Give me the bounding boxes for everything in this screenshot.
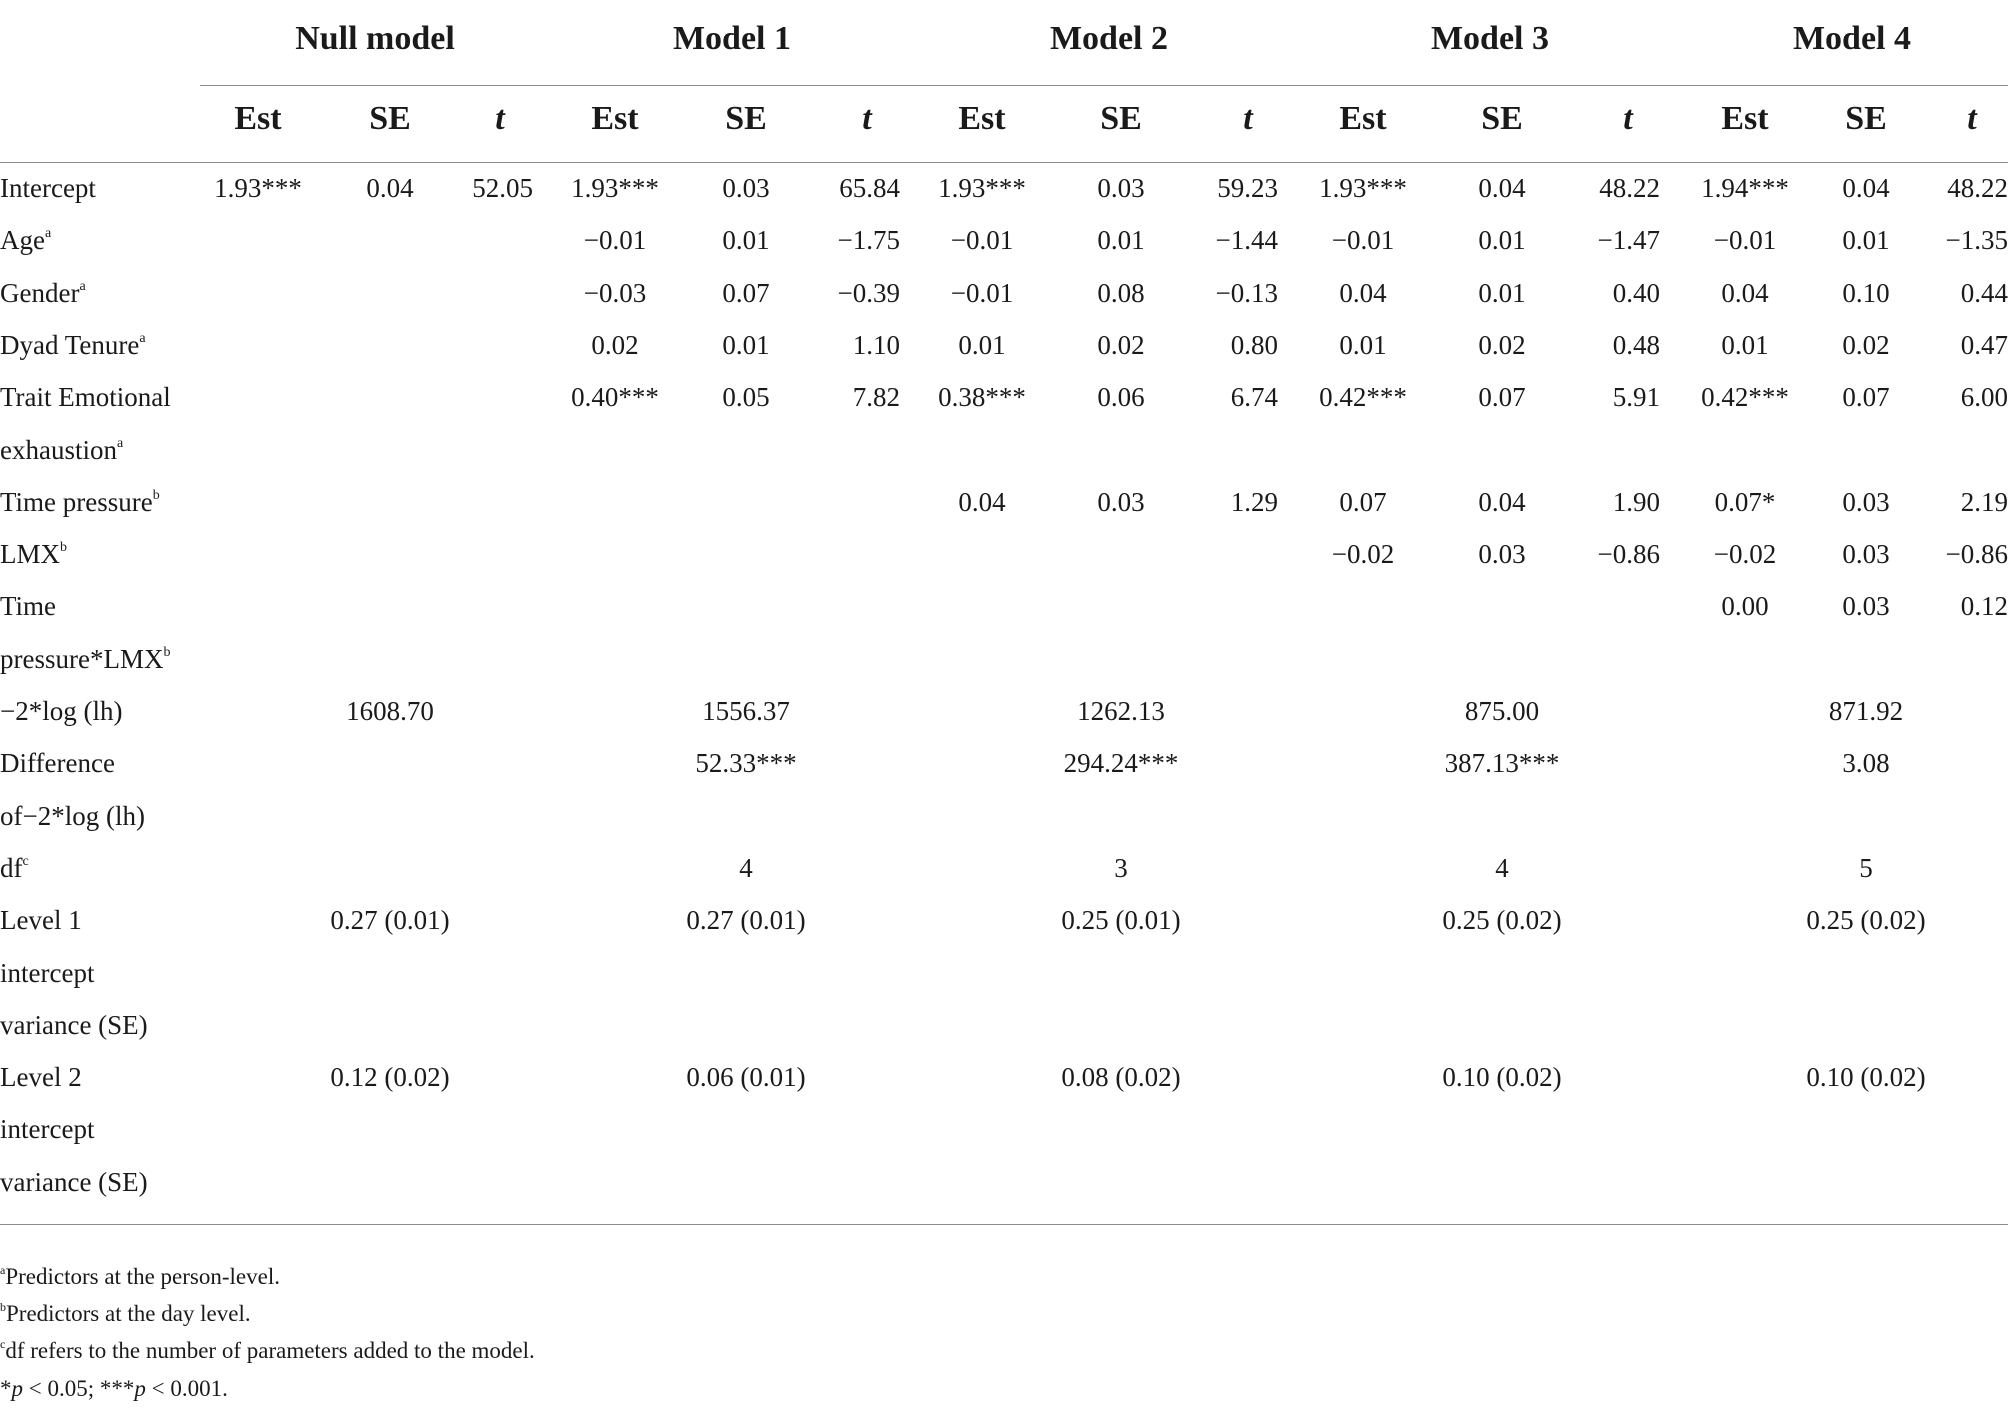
subheader-se-model-2: SE: [1100, 100, 1142, 137]
fit-label-4-2: variance (SE): [0, 1166, 148, 1197]
body-top-divider: [0, 162, 2008, 163]
subheader-se-model-3: SE: [1481, 100, 1523, 137]
cell-t: −0.86: [1945, 539, 2008, 570]
fit-value: 5: [1859, 852, 1873, 883]
row-label-cont-7: pressure*LMX$^b$: [0, 643, 171, 674]
cell-se: 0.02: [1478, 329, 1526, 360]
cell-est: 0.04: [1721, 277, 1769, 308]
table-bottom-rule: [0, 1224, 2008, 1225]
cell-est: −0.01: [1331, 225, 1395, 256]
row-label-5: Time pressure$^b$: [0, 486, 160, 517]
cell-t: 6.00: [1960, 382, 2008, 413]
cell-se: 0.03: [1097, 173, 1145, 203]
cell-se: 0.03: [1842, 591, 1890, 622]
cell-se: 0.03: [1478, 539, 1526, 570]
cell-est: 0.01: [1721, 329, 1769, 360]
cell-est: 0.01: [958, 329, 1006, 360]
cell-t: 0.80: [1230, 329, 1278, 360]
fit-value: 294.24***: [1063, 748, 1179, 779]
fit-value: 0.25 (0.02): [1442, 905, 1562, 936]
cell-est: 0.40***: [571, 382, 659, 413]
fit-value: 3: [1114, 852, 1128, 883]
footnote-c: $^c$df refers to the number of parameters added to the model.: [0, 1337, 535, 1363]
fit-value: 1556.37: [702, 696, 790, 726]
cell-t: 1.10: [852, 329, 900, 360]
row-label-cont-4: exhaustion$^a$: [0, 434, 124, 465]
cell-est: 0.04: [1339, 277, 1387, 308]
cell-se: 0.01: [1097, 225, 1145, 256]
fit-label-0-0: −2*log (lh): [0, 696, 123, 726]
cell-t: −1.47: [1597, 225, 1660, 256]
cell-t: 0.44: [1960, 277, 2008, 308]
cell-t: −0.39: [837, 277, 900, 308]
subheader-est-model-4: Est: [1721, 100, 1769, 137]
cell-est: 1.93***: [214, 173, 302, 203]
cell-se: 0.03: [1842, 486, 1890, 517]
cell-se: 0.07: [1478, 382, 1526, 413]
model-header-null: Null model: [295, 20, 455, 57]
cell-t: −1.35: [1945, 225, 2008, 256]
footnote-a: $^a$Predictors at the person-level.: [0, 1263, 280, 1289]
subheader-se-model-0: SE: [369, 100, 411, 137]
row-label-4: Trait Emotional: [0, 382, 171, 413]
model-header-2: Model 2: [1049, 20, 1169, 57]
header-divider: [200, 85, 2008, 86]
fit-value: 0.25 (0.02): [1806, 905, 1926, 936]
cell-t: 65.84: [839, 173, 900, 203]
cell-se: 0.03: [722, 173, 770, 203]
cell-t: −0.13: [1215, 277, 1278, 308]
row-label-2: Gender$^a$: [0, 277, 86, 308]
cell-se: 0.02: [1097, 329, 1145, 360]
cell-t: 48.22: [1947, 173, 2008, 203]
cell-se: 0.01: [722, 225, 770, 256]
model-header-1: Model 1: [672, 20, 792, 57]
cell-se: 0.01: [722, 329, 770, 360]
cell-t: 7.82: [852, 382, 900, 413]
cell-t: −0.86: [1597, 539, 1660, 570]
fit-value: 871.92: [1828, 696, 1904, 726]
cell-t: 5.91: [1612, 382, 1660, 413]
cell-se: 0.01: [1478, 225, 1526, 256]
cell-t: 59.23: [1217, 173, 1278, 203]
cell-t: 0.40: [1612, 277, 1660, 308]
subheader-t-model-1: t: [862, 100, 872, 137]
row-label-7: Time: [0, 591, 57, 622]
cell-t: 48.22: [1599, 173, 1660, 203]
footnote-b: $^b$Predictors at the day level.: [0, 1300, 251, 1326]
fit-value: 4: [1495, 852, 1509, 883]
cell-t: −1.75: [837, 225, 900, 256]
cell-est: −0.01: [1713, 225, 1777, 256]
subheader-se-model-4: SE: [1845, 100, 1887, 137]
fit-value: 52.33***: [695, 748, 797, 779]
cell-est: 0.01: [1339, 329, 1387, 360]
cell-est: 0.38***: [938, 382, 1026, 413]
cell-t: 0.12: [1960, 591, 2008, 622]
cell-t: 2.19: [1960, 486, 2008, 517]
fit-value: 387.13***: [1444, 748, 1560, 779]
cell-est: 0.07*: [1714, 486, 1776, 517]
cell-t: 0.48: [1612, 329, 1660, 360]
cell-est: 1.93***: [571, 173, 659, 203]
fit-value: 3.08: [1842, 748, 1890, 779]
cell-t: 6.74: [1230, 382, 1278, 413]
cell-se: 0.08: [1097, 277, 1145, 308]
cell-se: 0.03: [1842, 539, 1890, 570]
cell-est: −0.01: [950, 277, 1014, 308]
fit-label-1-1: of−2*log (lh): [0, 800, 145, 831]
footnote-significance: *p < 0.05; ***p < 0.001.: [0, 1376, 228, 1401]
cell-se: 0.04: [1842, 173, 1890, 203]
cell-se: 0.07: [722, 277, 770, 308]
cell-est: 0.04: [958, 486, 1006, 517]
cell-est: −0.02: [1713, 539, 1777, 570]
cell-est: 0.00: [1721, 591, 1769, 622]
fit-value: 0.06 (0.01): [686, 1062, 806, 1093]
cell-se: 0.01: [1842, 225, 1890, 256]
cell-se: 0.04: [1478, 486, 1526, 517]
fit-label-1-0: Difference: [0, 748, 115, 779]
subheader-est-model-1: Est: [591, 100, 639, 137]
cell-se: 0.04: [366, 173, 414, 203]
cell-est: 0.42***: [1701, 382, 1789, 413]
fit-value: 0.27 (0.01): [330, 905, 450, 936]
subheader-t-model-2: t: [1243, 100, 1253, 137]
subheader-est-model-3: Est: [1339, 100, 1387, 137]
row-label-1: Age$^a$: [0, 225, 52, 256]
cell-se: 0.05: [722, 382, 770, 413]
cell-se: 0.07: [1842, 382, 1890, 413]
model-header-4: Model 4: [1792, 20, 1912, 57]
cell-est: −0.01: [950, 225, 1014, 256]
cell-est: 1.93***: [1319, 173, 1407, 203]
cell-t: 1.29: [1230, 486, 1278, 517]
fit-label-4-0: Level 2: [0, 1062, 82, 1093]
fit-label-2-0: $df^c$: [0, 852, 29, 883]
cell-est: −0.03: [583, 277, 647, 308]
cell-se: 0.01: [1478, 277, 1526, 308]
fit-value: 0.08 (0.02): [1061, 1062, 1181, 1093]
fit-label-4-1: intercept: [0, 1114, 95, 1145]
cell-se: 0.06: [1097, 382, 1145, 413]
fit-value: 1262.13: [1077, 696, 1165, 726]
subheader-t-model-3: t: [1623, 100, 1633, 137]
subheader-t-model-0: t: [495, 100, 505, 137]
cell-est: 0.02: [591, 329, 639, 360]
cell-se: 0.03: [1097, 486, 1145, 517]
subheader-t-model-4: t: [1967, 100, 1977, 137]
cell-se: 0.02: [1842, 329, 1890, 360]
fit-value: 0.10 (0.02): [1806, 1062, 1926, 1093]
fit-value: 1608.70: [346, 696, 434, 726]
cell-t: 1.90: [1612, 486, 1660, 517]
fit-value: 0.25 (0.01): [1061, 905, 1181, 936]
row-label-0: Intercept: [0, 173, 96, 203]
fit-label-3-0: Level 1: [0, 905, 82, 936]
row-label-3: Dyad Tenure$^a$: [0, 329, 146, 360]
cell-se: 0.10: [1842, 277, 1890, 308]
cell-se: 0.04: [1478, 173, 1526, 203]
fit-label-3-1: intercept: [0, 957, 95, 988]
fit-value: 0.12 (0.02): [330, 1062, 450, 1093]
cell-est: −0.01: [583, 225, 647, 256]
row-label-6: LMX$^b$: [0, 539, 67, 570]
fit-value: 0.27 (0.01): [686, 905, 806, 936]
cell-t: 0.47: [1960, 329, 2008, 360]
subheader-est-model-2: Est: [958, 100, 1006, 137]
fit-value: 4: [739, 852, 753, 883]
subheader-se-model-1: SE: [725, 100, 767, 137]
cell-est: −0.02: [1331, 539, 1395, 570]
fit-value: 0.10 (0.02): [1442, 1062, 1562, 1093]
cell-est: 1.94***: [1701, 173, 1789, 203]
cell-t: −1.44: [1215, 225, 1278, 256]
fit-value: 875.00: [1464, 696, 1540, 726]
subheader-est-model-0: Est: [234, 100, 282, 137]
cell-t: 52.05: [472, 173, 533, 203]
fit-label-3-2: variance (SE): [0, 1009, 148, 1040]
cell-est: 1.93***: [938, 173, 1026, 203]
model-header-3: Model 3: [1430, 20, 1550, 57]
cell-est: 0.07: [1339, 486, 1387, 517]
cell-est: 0.42***: [1319, 382, 1407, 413]
